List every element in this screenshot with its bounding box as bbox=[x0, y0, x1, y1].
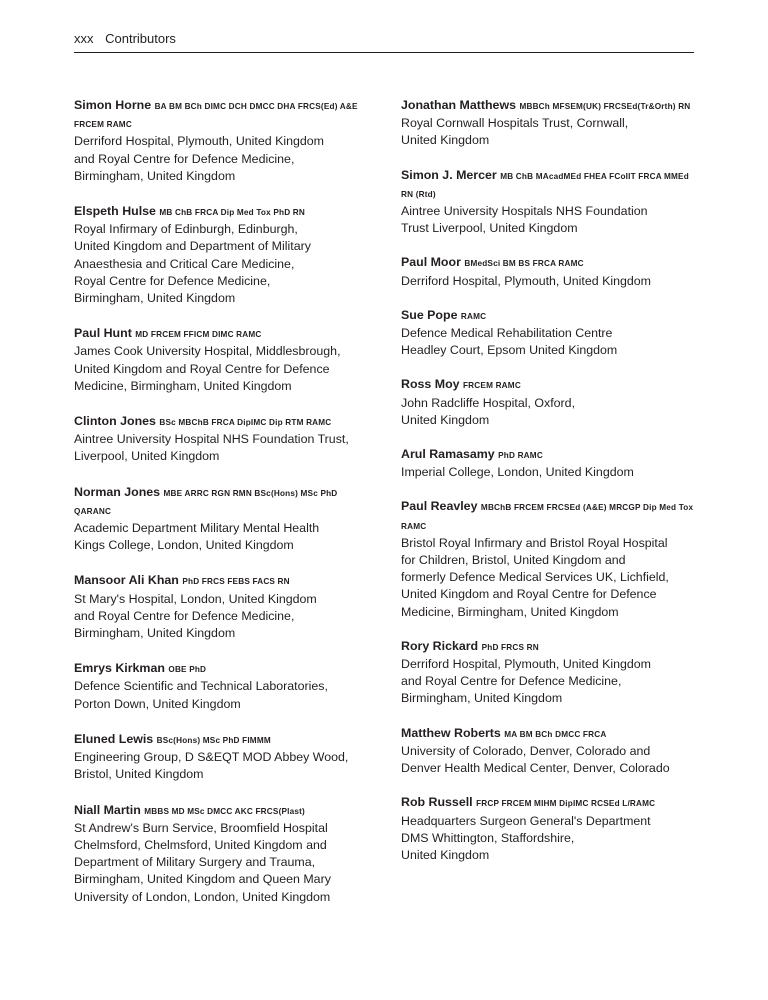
contributor-entry bbox=[74, 802, 374, 906]
contributor-affiliation-line: University of London, London, United Kingdom bbox=[74, 889, 331, 904]
contributor-qualifications: MA BM BCh DMCC FRCA bbox=[504, 729, 607, 739]
contributor-entry bbox=[401, 167, 701, 238]
contributor-name: Elspeth Hulse bbox=[74, 204, 156, 219]
contributor-affiliation-line: formerly Defence Medical Services UK, Lichfield, bbox=[401, 570, 669, 585]
contributor-name: Norman Jones bbox=[74, 484, 161, 499]
contributor-qualifications: OBE PhD bbox=[168, 665, 207, 675]
contributor-name: Simon J. Mercer bbox=[401, 167, 497, 182]
contributor-affiliation-line: University of Colorado, Denver, Colorado and bbox=[401, 743, 651, 758]
right-column bbox=[401, 80, 701, 864]
contributor-affiliation-line: United Kingdom bbox=[401, 412, 490, 427]
contributor-affiliation-line: and Royal Centre for Defence Medicine, bbox=[74, 151, 295, 166]
contributor-entry bbox=[74, 97, 374, 185]
contributor-affiliation-line: Derriford Hospital, Plymouth, United Kingdom bbox=[74, 134, 324, 149]
contributor-affiliation-line: Headquarters Surgeon General's Department bbox=[401, 813, 651, 828]
contributor-entry bbox=[401, 97, 701, 150]
contributor-qualifications: MB ChB FRCA Dip Med Tox PhD RN bbox=[159, 208, 306, 218]
contributor-entry bbox=[401, 446, 701, 481]
contributor-name: Jonathan Matthews bbox=[401, 98, 516, 112]
contributor-affiliation-line: Chelmsford, Chelmsford, United Kingdom and bbox=[74, 837, 327, 852]
contributor-qualifications: BA BM BCh DIMC DCH DMCC DHA FRCS(Ed) A&E FRCEM RAMC bbox=[74, 102, 358, 130]
section-title: Contributors bbox=[105, 31, 176, 46]
contributor-entry bbox=[401, 376, 701, 429]
left-column bbox=[74, 80, 374, 906]
contributor-affiliation-line: United Kingdom and Royal Centre for Defence bbox=[74, 361, 330, 376]
contributor-entry bbox=[401, 254, 701, 289]
contributor-affiliation-line: Derriford Hospital, Plymouth, United Kingdom bbox=[401, 657, 651, 672]
contributor-name: Matthew Roberts bbox=[401, 725, 501, 740]
contributor-name: Rory Rickard bbox=[401, 638, 479, 653]
contributor-affiliation-line: Bristol Royal Infirmary and Bristol Royal Hospital bbox=[401, 535, 668, 550]
contributor-affiliation-line: Birmingham, United Kingdom and Queen Mary bbox=[74, 872, 331, 887]
contributor-name: Paul Moor bbox=[401, 255, 461, 270]
contributor-affiliation-line: Birmingham, United Kingdom bbox=[74, 626, 236, 641]
contributor-affiliation-line: Birmingham, United Kingdom bbox=[74, 168, 236, 183]
contributor-affiliation-line: Anaesthesia and Critical Care Medicine, bbox=[74, 256, 295, 271]
contributor-affiliation-line: Aintree University Hospitals NHS Foundation bbox=[401, 204, 648, 219]
contributor-name: Ross Moy bbox=[401, 377, 460, 392]
contributor-affiliation-line: Academic Department Military Mental Health bbox=[74, 521, 320, 536]
contributor-qualifications: RAMC bbox=[460, 311, 487, 321]
contributor-affiliation-line: James Cook University Hospital, Middlesbrough, bbox=[74, 344, 341, 359]
contributor-affiliation-line: Kings College, London, United Kingdom bbox=[74, 538, 294, 553]
contributor-name: Emrys Kirkman bbox=[74, 661, 165, 676]
contributor-entry bbox=[74, 731, 374, 784]
contributor-name: Paul Hunt bbox=[74, 326, 132, 341]
contributor-affiliation-line: Royal Centre for Defence Medicine, bbox=[74, 273, 271, 288]
contributor-affiliation-line: Headley Court, Epsom United Kingdom bbox=[401, 343, 618, 358]
contributor-name: Paul Reavley bbox=[401, 499, 478, 514]
contributor-affiliation-line: Derriford Hospital, Plymouth, United Kingdom bbox=[401, 273, 651, 288]
contributor-affiliation-line: Denver Health Medical Center, Denver, Colorado bbox=[401, 761, 670, 776]
contributor-affiliation-line: Imperial College, London, United Kingdom bbox=[401, 465, 634, 480]
contributor-affiliation-line: and Royal Centre for Defence Medicine, bbox=[401, 674, 622, 689]
contributor-affiliation-line: DMS Whittington, Staffordshire, bbox=[401, 830, 575, 845]
contributor-qualifications: MBBS MD MSc DMCC AKC FRCS(Plast) bbox=[144, 806, 305, 816]
running-header bbox=[74, 30, 694, 53]
page-number: xxx bbox=[74, 31, 94, 46]
contributor-entry bbox=[74, 413, 374, 466]
contributor-qualifications: PhD FRCS FEBS FACS RN bbox=[182, 577, 290, 587]
contributor-affiliation-line: St Mary's Hospital, London, United Kingdom bbox=[74, 591, 317, 606]
contributor-affiliation-line: Department of Military Surgery and Trauma, bbox=[74, 855, 316, 870]
contributor-name: Niall Martin bbox=[74, 802, 141, 817]
contributor-affiliation-line: United Kingdom and Royal Centre for Defence bbox=[401, 587, 657, 602]
contributor-qualifications: BSc(Hons) MSc PhD FIMMM bbox=[156, 735, 271, 745]
contributor-qualifications: MBE ARRC RGN RMN BSc(Hons) MSc PhD QARANC bbox=[74, 488, 338, 516]
contributor-affiliation-line: Engineering Group, D S&EQT MOD Abbey Wood, bbox=[74, 750, 349, 765]
contributor-affiliation-line: St Andrew's Burn Service, Broomfield Hospital bbox=[74, 820, 328, 835]
contributor-name: Sue Pope bbox=[401, 307, 458, 322]
contributor-name: Clinton Jones bbox=[74, 414, 156, 429]
contributor-qualifications: PhD FRCS RN bbox=[481, 642, 539, 652]
contributor-qualifications: BMedSci BM BS FRCA RAMC bbox=[464, 259, 584, 269]
contributor-affiliation-line: Medicine, Birmingham, United Kingdom bbox=[74, 378, 292, 393]
contributor-affiliation-line: Birmingham, United Kingdom bbox=[401, 691, 563, 706]
contributor-name: Eluned Lewis bbox=[74, 731, 154, 746]
contributor-affiliation-line: Royal Infirmary of Edinburgh, Edinburgh, bbox=[74, 222, 298, 237]
contributor-affiliation-line: Royal Cornwall Hospitals Trust, Cornwall, bbox=[401, 116, 629, 131]
contributor-qualifications: BSc MBChB FRCA DipIMC Dip RTM RAMC bbox=[159, 418, 332, 428]
contributor-entry bbox=[74, 203, 374, 307]
contributor-affiliation-line: Liverpool, United Kingdom bbox=[74, 449, 220, 464]
contributor-qualifications: MD FRCEM FFICM DIMC RAMC bbox=[135, 330, 262, 340]
contributor-entry bbox=[401, 307, 701, 360]
contributor-affiliation-line: United Kingdom bbox=[401, 133, 490, 148]
contributor-entry bbox=[74, 325, 374, 395]
contributor-qualifications: PhD RAMC bbox=[498, 451, 543, 461]
contributor-name: Arul Ramasamy bbox=[401, 447, 495, 462]
contributor-entry bbox=[401, 725, 701, 778]
contributor-affiliation-line: Medicine, Birmingham, United Kingdom bbox=[401, 604, 619, 619]
contributor-name: Simon Horne bbox=[74, 98, 152, 112]
contributor-affiliation-line: John Radcliffe Hospital, Oxford, bbox=[401, 395, 576, 410]
contributor-affiliation-line: Defence Medical Rehabilitation Centre bbox=[401, 326, 613, 341]
contributor-entry bbox=[401, 794, 701, 864]
contributor-affiliation-line: Defence Scientific and Technical Laboratories, bbox=[74, 679, 328, 694]
contributor-qualifications: FRCP FRCEM MIHM DipIMC RCSEd L/RAMC bbox=[476, 799, 656, 809]
contributor-affiliation-line: Birmingham, United Kingdom bbox=[74, 291, 236, 306]
contributor-affiliation-line: United Kingdom bbox=[401, 847, 490, 862]
contributor-affiliation-line: Bristol, United Kingdom bbox=[74, 767, 204, 782]
contributor-qualifications: MBChB FRCEM FRCSEd (A&E) MRCGP Dip Med Tox RAMC bbox=[401, 503, 694, 531]
contributor-affiliation-line: and Royal Centre for Defence Medicine, bbox=[74, 608, 295, 623]
contributor-qualifications: FRCEM RAMC bbox=[462, 381, 521, 391]
contributor-affiliation-line: Aintree University Hospital NHS Foundation Trust, bbox=[74, 432, 349, 447]
contributor-affiliation-line: United Kingdom and Department of Military bbox=[74, 239, 311, 254]
contributor-entry bbox=[74, 660, 374, 713]
contributor-affiliation-line: for Children, Bristol, United Kingdom and bbox=[401, 553, 626, 568]
contributor-name: Mansoor Ali Khan bbox=[74, 573, 179, 588]
contributor-qualifications: MB ChB MAcadMEd FHEA FCoIIT FRCA MMEd RN (Rtd) bbox=[401, 171, 689, 199]
contributor-entry bbox=[74, 484, 374, 555]
contributor-qualifications: MBBCh MFSEM(UK) FRCSEd(Tr&Orth) RN bbox=[519, 102, 691, 111]
contributor-affiliation-line: Porton Down, United Kingdom bbox=[74, 696, 241, 711]
contributor-entry bbox=[74, 572, 374, 642]
contributor-affiliation-line: Trust Liverpool, United Kingdom bbox=[401, 221, 578, 236]
contributor-entry bbox=[401, 638, 701, 708]
contributor-entry bbox=[401, 498, 701, 620]
contributor-name: Rob Russell bbox=[401, 795, 473, 810]
